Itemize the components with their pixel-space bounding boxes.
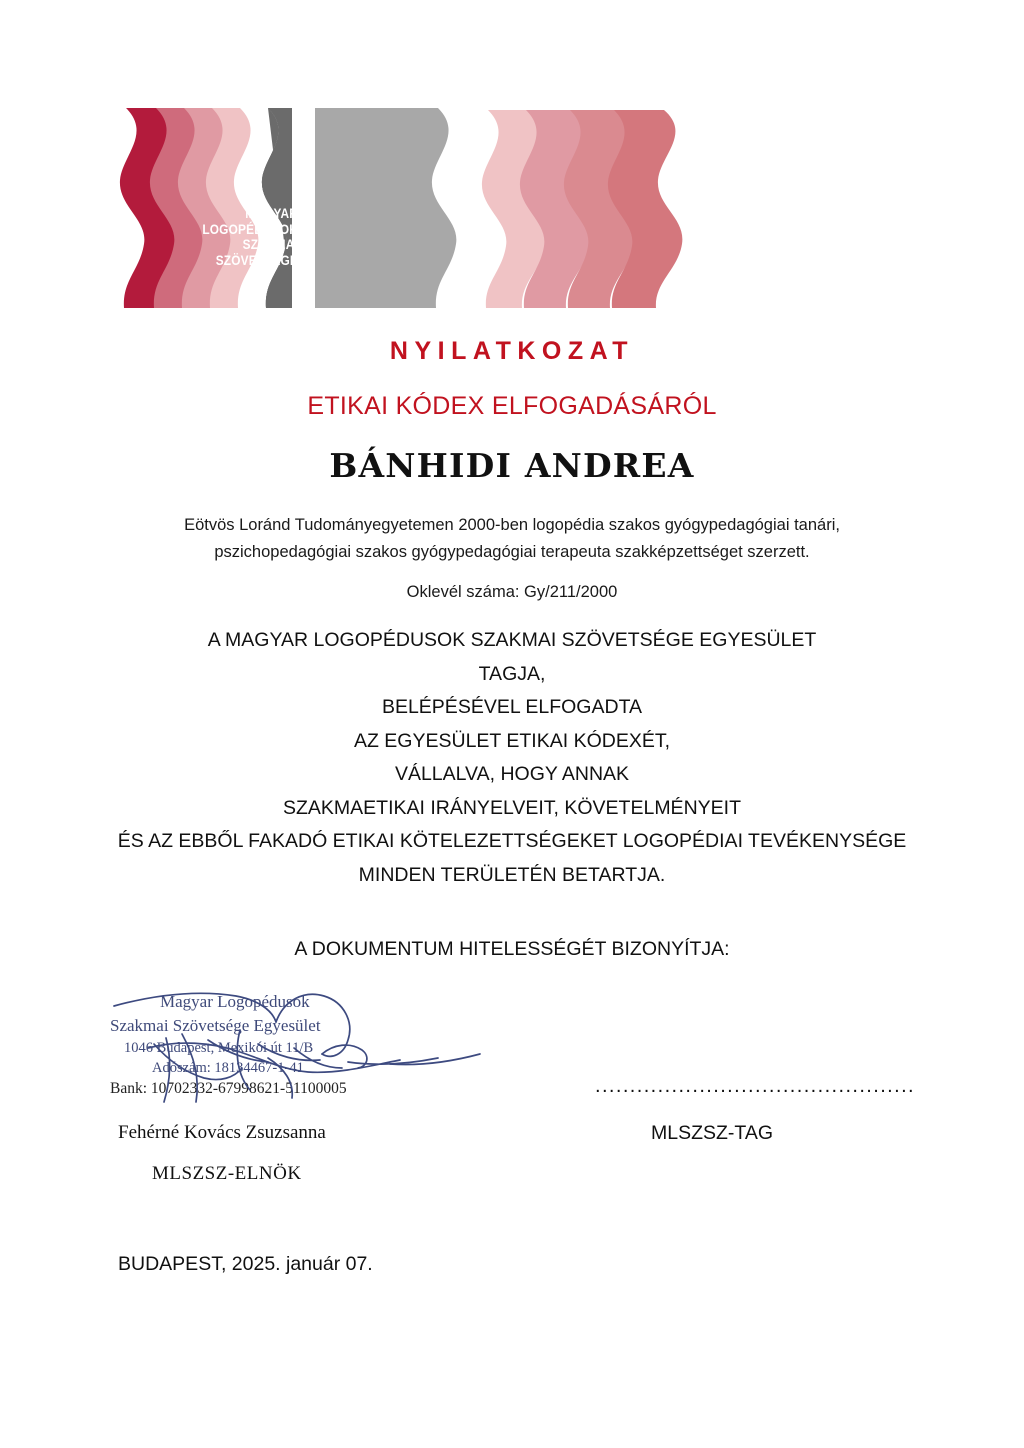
stamp-line-3: 1046 Budapest, Mexikói út 11/B <box>124 1040 314 1056</box>
declaration-text <box>60 624 964 892</box>
declaration-line-4: AZ EGYESÜLET ETIKAI KÓDEXÉT, <box>353 729 671 752</box>
authentication-label: A DOKUMENTUM HITELESSÉGÉT BIZONYÍTJA: <box>294 938 730 960</box>
signature-dotted-line: .............................................. <box>595 1075 915 1097</box>
declaration-line-5: VÁLLALVA, HOGY ANNAK <box>394 763 630 785</box>
declaration-line-2: TAGJA, <box>478 662 546 685</box>
signatory-left-role: MLSZSZ-ELNÖK <box>152 1163 302 1184</box>
stamp-line-4: Adószám: 18134467-1-41 <box>152 1060 304 1076</box>
logo-line-2: LOGOPÉDUSOK <box>202 221 298 237</box>
declaration-line-7: ÉS AZ EBBŐL FAKADÓ ETIKAI KÖTELEZETTSÉGEKET LOGOPÉDIAI TEVÉKENYSÉGE <box>117 830 907 852</box>
declaration-line-6: SZAKMAETIKAI IRÁNYELVEIT, KÖVETELMÉNYEIT <box>282 796 741 819</box>
page-title: NYILATKOZAT <box>389 337 635 365</box>
logo-line-4: SZÖVETSÉGE <box>215 252 298 268</box>
logo-line-1: MAGYAR <box>245 206 298 221</box>
qualification-line-2: pszichopedagógiai szakos gyógypedagógiai terapeuta szakképzettséget szerzett. <box>214 543 810 561</box>
qualification-line-1: Eötvös Loránd Tudományegyetemen 2000-ben logopédia szakos gyógypedagógiai tanári, <box>184 516 840 534</box>
stamp-line-5: Bank: 10702332-67998621-51100005 <box>110 1080 347 1097</box>
stamp-line-2: Szakmai Szövetsége Egyesület <box>110 1016 321 1035</box>
mlszsz-logo <box>118 108 836 308</box>
signatory-left-name: Fehérné Kovács Zsuzsanna <box>118 1122 326 1143</box>
official-stamp <box>108 988 448 1108</box>
signatory-right-role: MLSZSZ-TAG <box>651 1122 774 1144</box>
logo-line-3: SZAKMAI <box>242 237 298 252</box>
diploma-number: Oklevél száma: Gy/211/2000 <box>406 583 618 601</box>
page-subtitle: ETIKAI KÓDEX ELFOGADÁSÁRÓL <box>307 392 717 420</box>
issue-date: BUDAPEST, 2025. január 07. <box>118 1253 373 1275</box>
declaration-line-1: A MAGYAR LOGOPÉDUSOK SZAKMAI SZÖVETSÉGE EGYESÜLET <box>207 629 817 651</box>
stamp-line-1: Magyar Logopédusok <box>160 992 310 1011</box>
declaration-line-3: BELÉPÉSÉVEL ELFOGADTA <box>381 696 643 718</box>
declaration-line-8: MINDEN TERÜLETÉN BETARTJA. <box>358 863 666 886</box>
qualification-text <box>120 512 904 566</box>
person-name: BÁNHIDI ANDREA <box>329 446 695 485</box>
